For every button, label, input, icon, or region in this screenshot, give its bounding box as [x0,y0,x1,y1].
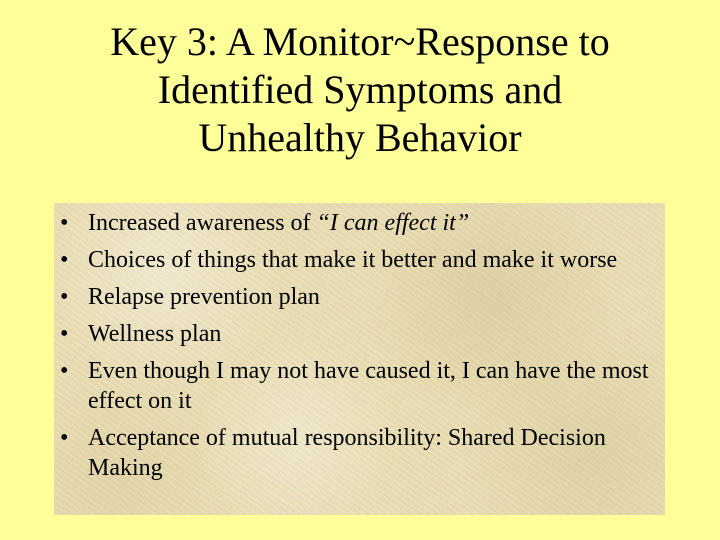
bullet-icon: • [60,321,69,347]
parchment-content-box [54,203,665,515]
bullet-icon: • [60,210,69,236]
bullet-text: Even though I may not have caused it, I can have the most effect on it [88,358,649,414]
bullet-emphasis-quote: “I can effect it” [316,210,470,236]
bullet-item-wellness-plan [54,319,655,349]
slide-title-line-2: Identified Symptoms and [157,67,563,112]
bullet-item-choices [54,245,655,275]
slide-title-line-1: Key 3: A Monitor~Response to [110,19,610,64]
slide-title [40,18,680,162]
bullet-text: Increased awareness of [88,210,317,236]
bullet-list [54,203,665,483]
bullet-text: Choices of things that make it better and make it worse [88,247,618,273]
bullet-icon: • [60,358,69,384]
bullet-item-most-effect [54,356,655,416]
bullet-text: Relapse prevention plan [88,284,320,310]
bullet-text: Wellness plan [88,321,222,347]
bullet-item-awareness [54,208,655,238]
bullet-icon: • [60,425,69,451]
bullet-text: Acceptance of mutual responsibility: Shared Decision Making [88,425,606,481]
bullet-icon: • [60,284,69,310]
bullet-item-relapse-prevention [54,282,655,312]
slide-title-line-3: Unhealthy Behavior [198,115,522,160]
bullet-icon: • [60,247,69,273]
bullet-item-mutual-responsibility [54,423,655,483]
